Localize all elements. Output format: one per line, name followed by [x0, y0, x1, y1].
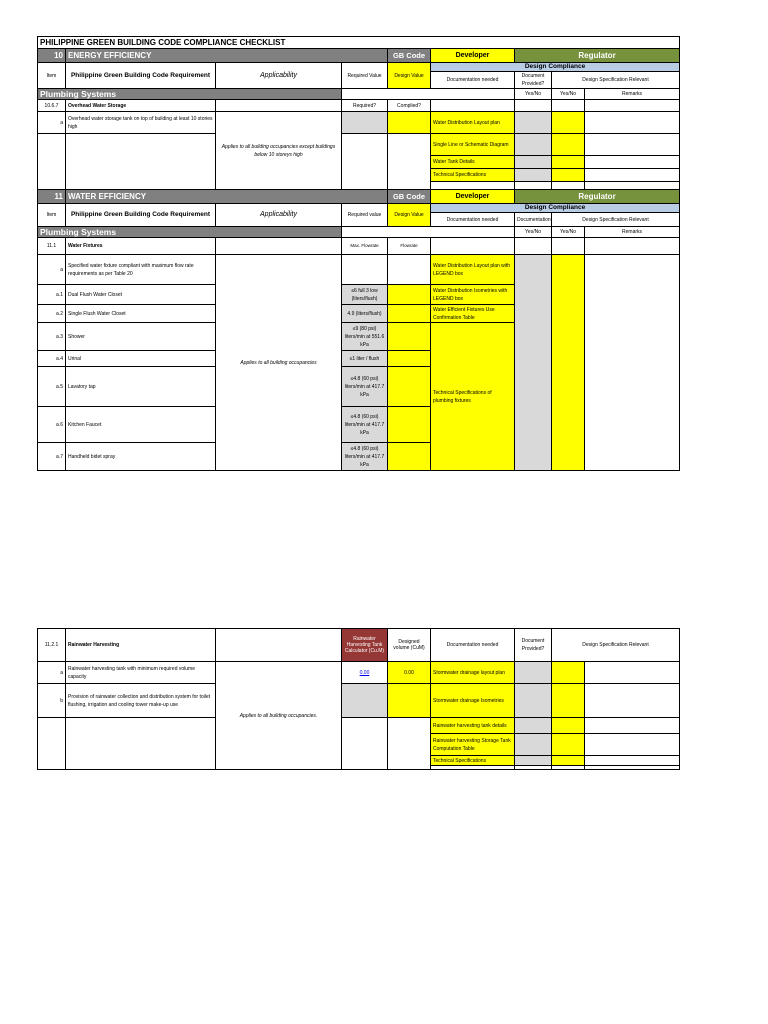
- yes-no-label: Yes/No: [515, 89, 552, 100]
- col-doc-provided: Document Provided?: [515, 72, 552, 89]
- remarks-cell[interactable]: [585, 684, 680, 718]
- flowrate-input[interactable]: [388, 351, 431, 367]
- col-design-value: Design Value: [388, 63, 431, 89]
- section-title: ENERGY EFFICIENCY: [66, 49, 388, 63]
- yes-no-label: Yes/No: [552, 89, 585, 100]
- calculator-header: Rainwater Harvesting Tank Calculator (Cu.M): [342, 629, 388, 662]
- remarks-label: Remarks: [585, 89, 680, 100]
- gb-code-label: GB Code: [388, 49, 431, 63]
- doc-provided-cell[interactable]: [515, 156, 552, 169]
- documentation-item: Water Distribution Layout plan with LEGEND box: [431, 255, 515, 285]
- spec-yes-no-cell[interactable]: [552, 684, 585, 718]
- doc-provided-cell[interactable]: [515, 112, 552, 134]
- designed-volume-label: Designed volume (CuM): [388, 629, 431, 662]
- developer-label: Developer: [431, 190, 515, 204]
- documentation-item: Water Distribution Layout plan: [431, 112, 515, 134]
- remarks-cell[interactable]: [585, 169, 680, 182]
- section-number: 11: [38, 190, 66, 204]
- documentation-item: Water Efficient Fixtures Use Confirmation Table: [431, 305, 515, 323]
- remarks-cell[interactable]: [585, 112, 680, 134]
- doc-provided-cell[interactable]: [515, 734, 552, 756]
- fixture-id: a.7: [38, 443, 66, 471]
- fixture-id: a.4: [38, 351, 66, 367]
- doc-provided-cell[interactable]: [515, 684, 552, 718]
- complied-question: Complied?: [388, 100, 431, 112]
- calculator-link[interactable]: 0.00: [359, 669, 370, 676]
- remarks-cell[interactable]: [585, 756, 680, 766]
- fixture-id: a.6: [38, 407, 66, 443]
- design-compliance-label: Design Compliance: [431, 63, 680, 72]
- documentation-item: Rainwater harvesting tank details: [431, 718, 515, 734]
- documentation-item: Stormwater drainage layout plan: [431, 662, 515, 684]
- calculator-cell: [342, 684, 388, 718]
- documentation-item: Water Distribution Isometries with LEGEND box: [431, 285, 515, 305]
- flowrate-input[interactable]: [388, 367, 431, 407]
- remarks-label: Remarks: [585, 227, 680, 238]
- requirement-text: Provision of rainwater collection and distribution system for toilet flushing, irrigation and cooling tower make-up use: [66, 684, 216, 718]
- col-doc-provided: Document Provided?: [515, 629, 552, 662]
- required-question: Required?: [342, 100, 388, 112]
- requirement-text: Overhead water storage tank on top of building at least 10 stories high: [66, 112, 216, 134]
- doc-provided-cell[interactable]: [515, 662, 552, 684]
- doc-provided-cell[interactable]: [515, 169, 552, 182]
- spec-yes-no-cell[interactable]: [552, 134, 585, 156]
- row-label: b: [38, 684, 66, 718]
- documentation-item: Technical Specifications of plumbing fixtures: [431, 323, 515, 471]
- design-compliance-label: Design Compliance: [431, 204, 680, 213]
- col-requirement: Philippine Green Building Code Requirement: [66, 204, 216, 227]
- page-title: PHILIPPINE GREEN BUILDING CODE COMPLIANCE CHECKLIST: [38, 37, 680, 49]
- remarks-cell[interactable]: [585, 134, 680, 156]
- requirement-text: Rainwater harvesting tank with minimum required volume capacity: [66, 662, 216, 684]
- system-label: Plumbing Systems: [38, 89, 342, 100]
- col-design-value: Design Value: [388, 204, 431, 227]
- fixture-id: a.5: [38, 367, 66, 407]
- item-number: 11.1: [38, 238, 66, 255]
- applicability-text: Applies to all building occupancies.: [216, 662, 342, 770]
- row-label: a: [38, 255, 66, 285]
- col-doc-provided: Documentation: [515, 213, 552, 227]
- rainwater-table: [37, 628, 680, 770]
- spec-yes-no-cell[interactable]: [552, 756, 585, 766]
- col-requirement: Philippine Green Building Code Requirement: [66, 63, 216, 89]
- item-title: Overhead Water Storage: [66, 100, 216, 112]
- max-flowrate-value: ≤4.8 (60 psi) liters/min at 417.7 kPa: [342, 407, 388, 443]
- gb-code-label: GB Code: [388, 190, 431, 204]
- spec-yes-no-cell[interactable]: [552, 156, 585, 169]
- fixture-id: a.3: [38, 323, 66, 351]
- flowrate-input[interactable]: [388, 305, 431, 323]
- max-flowrate-value: ≤1 liter / flush: [342, 351, 388, 367]
- col-applicability: Applicability: [216, 63, 342, 89]
- max-flowrate-value: ≤6 full 3 low (liters/flush): [342, 285, 388, 305]
- row-label: a: [38, 112, 66, 134]
- flowrate-input[interactable]: [388, 443, 431, 471]
- doc-provided-cell[interactable]: [515, 134, 552, 156]
- flowrate-label: Flowrate: [388, 238, 431, 255]
- yes-no-label: Yes/No: [515, 227, 552, 238]
- doc-provided-cell[interactable]: [515, 255, 552, 471]
- col-applicability: Applicability: [216, 204, 342, 227]
- spec-yes-no-cell[interactable]: [552, 734, 585, 756]
- col-design-spec: Design Specification Relevant: [552, 629, 680, 662]
- flowrate-input[interactable]: [388, 285, 431, 305]
- col-required-value: Required value: [342, 204, 388, 227]
- documentation-item: Single Line or Schematic Diagram: [431, 134, 515, 156]
- documentation-item: Technical Specifications: [431, 169, 515, 182]
- spec-yes-no-cell[interactable]: [552, 112, 585, 134]
- max-flowrate-value: 4.9 (liters/flush): [342, 305, 388, 323]
- item-title: Water Fixtures: [66, 238, 216, 255]
- section-number: 10: [38, 49, 66, 63]
- spec-yes-no-cell[interactable]: [552, 169, 585, 182]
- regulator-label: Regulator: [515, 49, 680, 63]
- remarks-cell[interactable]: [585, 662, 680, 684]
- yes-no-label: Yes/No: [552, 227, 585, 238]
- developer-label: Developer: [431, 49, 515, 63]
- applicability-text: Applies to all building occupancies: [216, 255, 342, 471]
- fixture-name: Shower: [66, 323, 216, 351]
- remarks-cell[interactable]: [585, 734, 680, 756]
- item-title: Rainwater Harvesting: [66, 629, 216, 662]
- max-flowrate-value: ≤4.8 (60 psi) liters/min at 417.7 kPa: [342, 443, 388, 471]
- col-item: Item: [38, 63, 66, 89]
- documentation-item: Stormwater drainage Isometries: [431, 684, 515, 718]
- max-flowrate-label: Max. Flowrate: [342, 238, 388, 255]
- spec-yes-no-cell[interactable]: [552, 255, 585, 471]
- design-value-input[interactable]: [388, 112, 431, 134]
- flowrate-input[interactable]: [388, 407, 431, 443]
- remarks-cell[interactable]: [585, 156, 680, 169]
- row-label: a: [38, 662, 66, 684]
- checklist-table: [37, 36, 680, 471]
- col-design-spec: Design Specification Relevant: [552, 213, 680, 227]
- col-documentation: Documentation needed: [431, 629, 515, 662]
- fixture-id: a.1: [38, 285, 66, 305]
- fixture-name: Dual Flush Water Closet: [66, 285, 216, 305]
- col-documentation: Documentation needed: [431, 72, 515, 89]
- spec-yes-no-cell[interactable]: [552, 718, 585, 734]
- fixture-name: Lavatory tap: [66, 367, 216, 407]
- col-item: Item: [38, 204, 66, 227]
- doc-provided-cell[interactable]: [515, 756, 552, 766]
- designed-volume-input[interactable]: [388, 684, 431, 718]
- remarks-cell[interactable]: [585, 255, 680, 471]
- applicability-text: Applies to all building occupancies except buildings below 10 storeys high: [216, 112, 342, 190]
- fixture-name: Handheld bidet spray: [66, 443, 216, 471]
- required-value-cell[interactable]: [342, 112, 388, 134]
- system-label: Plumbing Systems: [38, 227, 342, 238]
- regulator-label: Regulator: [515, 190, 680, 204]
- flowrate-input[interactable]: [388, 323, 431, 351]
- col-documentation: Documentation needed: [431, 213, 515, 227]
- remarks-cell[interactable]: [585, 718, 680, 734]
- col-required-value: Required Value: [342, 63, 388, 89]
- max-flowrate-value: ≤9 (80 psi) liters/min at 551.6 kPa: [342, 323, 388, 351]
- documentation-item: Technical Specifications: [431, 756, 515, 766]
- requirement-text: Specified water fixture compliant with maximum flow rate requirements as per Table 20: [66, 255, 216, 285]
- spec-yes-no-cell[interactable]: [552, 662, 585, 684]
- fixture-id: a.2: [38, 305, 66, 323]
- fixture-name: Kitchen Faucet: [66, 407, 216, 443]
- designed-volume-value[interactable]: 0.00: [388, 662, 431, 684]
- item-number: 11.2.1: [38, 629, 66, 662]
- col-design-spec: Design Specification Relevant: [552, 72, 680, 89]
- section-title: WATER EFFICIENCY: [66, 190, 388, 204]
- doc-provided-cell[interactable]: [515, 718, 552, 734]
- fixture-name: Single Flush Water Closet: [66, 305, 216, 323]
- documentation-item: Water Tank Details: [431, 156, 515, 169]
- item-number: 10.6.7: [38, 100, 66, 112]
- max-flowrate-value: ≤4.8 (60 psi) liters/min at 417.7 kPa: [342, 367, 388, 407]
- fixture-name: Urinal: [66, 351, 216, 367]
- documentation-item: Rainwater harvesting Storage Tank Computation Table: [431, 734, 515, 756]
